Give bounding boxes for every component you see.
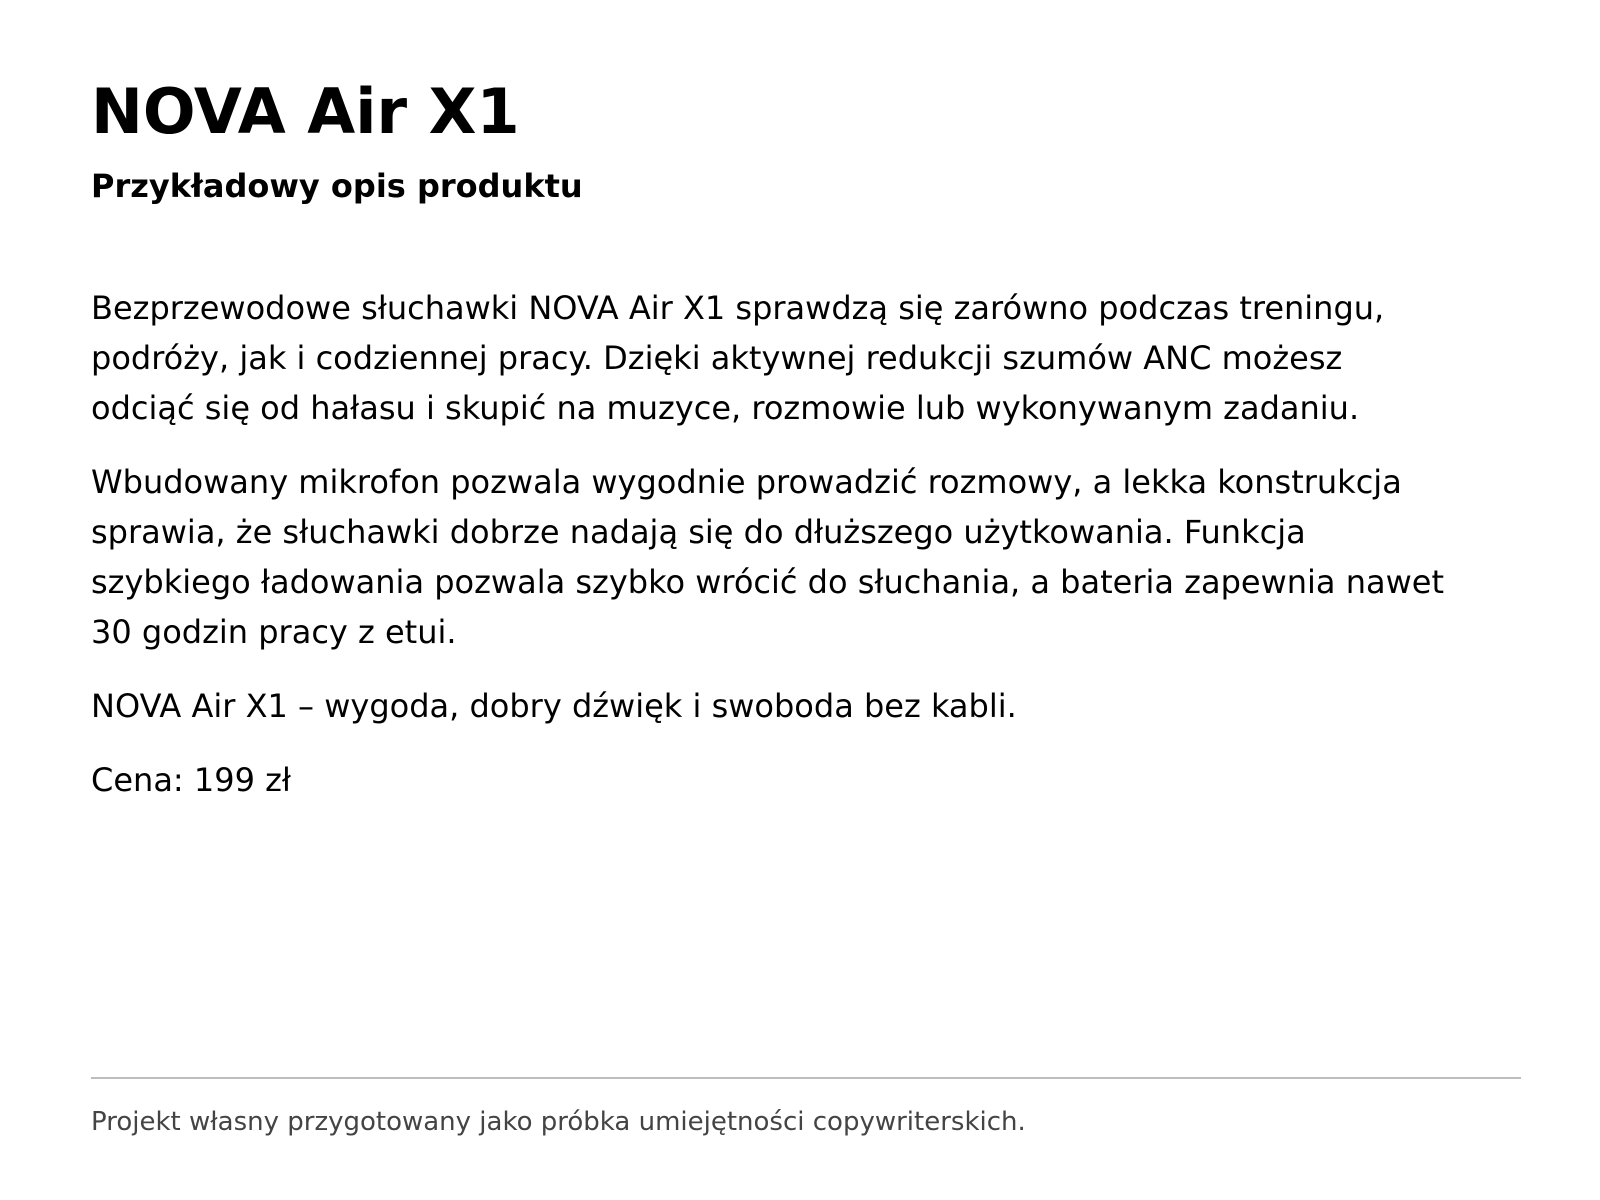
description-paragraph: Wbudowany mikrofon pozwala wygodnie prowadzić rozmowy, a lekka konstrukcja sprawia, że słuchawki dobrze nadają się do dłuższego użytkowania. Funkcja szybkiego ładowania pozwala szybko wrócić do słuchania, a bateria zapewnia nawet 30 godzin pracy z etui. xyxy=(91,463,1444,651)
description-paragraph: Bezprzewodowe słuchawki NOVA Air X1 sprawdzą się zarówno podczas treningu, podróży, jak i codziennej pracy. Dzięki aktywnej redukcji szumów ANC możesz odciąć się od hałasu i skupić na muzyce, rozmowie lub wykonywanym zadaniu. xyxy=(91,289,1385,427)
tagline-paragraph: NOVA Air X1 – wygoda, dobry dźwięk i swoboda bez kabli. xyxy=(91,687,1017,725)
footer-note: Projekt własny przygotowany jako próbka umiejętności copywriterskich. xyxy=(91,1107,1026,1137)
product-description xyxy=(91,283,1451,829)
price-text: Cena: 199 zł xyxy=(91,761,292,799)
document-page xyxy=(91,0,1521,1200)
product-title: NOVA Air X1 xyxy=(91,75,520,148)
footer-divider xyxy=(91,1077,1521,1079)
document-subtitle: Przykładowy opis produktu xyxy=(91,167,583,205)
